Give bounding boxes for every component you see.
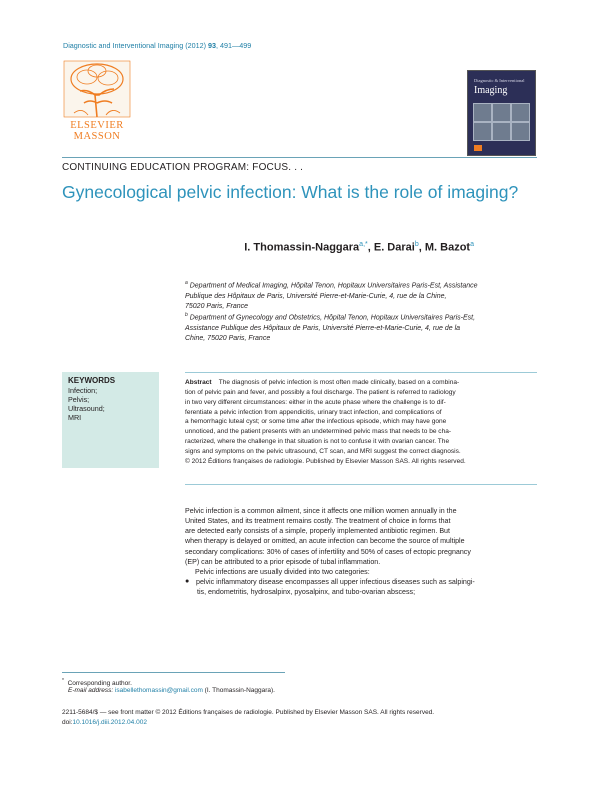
abstract-line: unnoticed, and the patient presents with an undetermined pelvic mass that needs to be cha- [185,428,452,436]
bullet-line: pelvic inflammatory disease encompasses all upper infectious diseases such as salpingi- [196,578,475,586]
author-separator: , [367,241,374,254]
author-name: I. Thomassin-Naggara [244,241,360,254]
doi-line [62,718,147,728]
keyword: Ultrasound; [68,404,105,413]
keyword: MRI [68,413,82,422]
body-line: Pelvic infection is a common ailment, since it affects one million women annually in the [185,507,457,515]
affiliation-line: Department of Gynecology and Obstetrics, Hôpital Tenon, Hopitaux Universitaires Paris-Est, [189,314,476,322]
elsevier-tree-logo-icon [62,59,132,119]
footnote-divider [62,672,285,673]
affiliation-mark: b [185,312,188,318]
author-affiliation-mark[interactable]: a,* [359,241,368,248]
cover-images [473,103,530,141]
body-paragraph [185,506,539,577]
section-kicker: CONTINUING EDUCATION PROGRAM: FOCUS. . . [62,162,304,173]
copyright-line: © 2012 Éditions françaises de radiologie. Published by Elsevier Masson SAS. All rights reserved. [185,457,466,465]
abstract-top-rule [185,372,537,373]
bullet-line: tis, endometritis, hydrosalpinx, pyosalpinx, and tubo-ovarian abscess; [197,588,416,597]
abstract-line: a hemorrhagic luteal cyst; or some time after the infectious episode, which may have gone [185,418,447,426]
abstract-label: Abstract [185,379,212,386]
doi-label: doi: [62,719,73,726]
author-name: M. Bazot [424,241,471,254]
abstract-bottom-rule [185,484,537,485]
bullet-icon: ● [185,577,190,585]
affiliation-line: Chine, 75020 Paris, France [185,335,271,343]
body-line: secondary complications: 30% of cases of infertility and 50% of cases of ectopic pregnancy [185,547,471,556]
logo-line-1: ELSEVIER [70,120,124,131]
email-link[interactable]: isabellethomassin@gmail.com [114,687,203,694]
journal-volume: 93 [208,41,217,50]
cover-image [492,103,511,122]
body-line: are detected early consists of a simple, properly implemented antibiotic regimen. But [185,527,450,536]
affiliation-line: Publique des Hôpitaux de Paris, Université Pierre-et-Marie-Curie, 4, rue de la Chine, [185,292,447,300]
email-label: E-mail address: [68,687,114,694]
journal-name: Diagnostic and Interventional Imaging (2012) [63,41,209,50]
email-owner: (I. Thomassin-Naggara). [202,687,275,694]
journal-pages: , 491—499 [216,41,252,50]
abstract-line: racterized, where the challenge in that situation is not to confuse it with ovarian cancer. The [185,438,450,446]
doi-link[interactable]: 10.1016/j.diii.2012.04.002 [72,719,147,726]
author-separator: , [418,241,425,254]
body-line: when therapy is delayed or omitted, an acute infection can become the source of multiple [185,537,465,546]
journal-citation [63,41,251,50]
author-name: E. Darai [373,241,415,254]
abstract [185,378,537,467]
abstract-line: ferentiate a pelvic infection from appendicitis, urinary tract infection, and complications of [185,408,442,416]
journal-cover-thumbnail [467,70,536,156]
cover-image [473,122,492,141]
cover-image [511,103,530,122]
body-line: (EP) can be attributed to a prior episode of tubal inflammation. [185,557,381,566]
article-title: Gynecological pelvic infection: What is the role of imaging? [62,182,519,202]
footnote-text: Corresponding author. [67,680,132,688]
abstract-line: The diagnosis of pelvic infection is most often made clinically, based on a combina- [218,379,460,386]
keyword: Pelvis; [68,395,90,404]
cover-subtitle: Diagnostic & Interventional [474,78,525,83]
logo-line-2: MASSON [73,131,121,142]
affiliation-line: 75020 Paris, France [185,303,249,311]
cover-badge-icon [474,145,482,151]
cover-title: Imaging [474,85,508,96]
abstract-line: in two very different circumstances: either in the acute phase where the challenge is to dif- [185,398,446,406]
keyword: Infection; [68,386,98,395]
cover-image [492,122,511,141]
body-line: United States, and its treatment remains costly. The treatment of choice in forms that [185,517,451,526]
front-matter-line: 2211-5684/$ — see front matter © 2012 Éditions françaises de radiologie. Published by Elsevier Masson SAS. All rights reserved. [62,709,435,716]
affiliation-a [185,278,545,313]
header-divider [62,157,537,158]
cover-image [473,103,492,122]
abstract-line: tion of pelvic pain and fever, and possibly a foul discharge. The patient is referred to radiology [185,388,456,396]
affiliation-line: Assistance Publique des Hôpitaux de Paris, Université Pierre-et-Marie-Curie, 4, rue de la [185,324,461,332]
affiliation-line: Department of Medical Imaging, Hôpital Tenon, Hopitaux Universitaires Paris-Est, Assistance [189,282,478,290]
cover-image [511,122,530,141]
abstract-line: signs and symptoms on the pelvic ultrasound, CT scan, and MRI suggest the correct diagnosis. [185,447,461,455]
footnote-email [68,686,275,696]
author-list [0,241,474,254]
affiliation-mark: a [185,280,188,286]
elsevier-masson-wordmark [62,120,132,142]
affiliation-b [185,310,545,345]
footnote-star: * [62,678,64,684]
body-line: Pelvic infections are usually divided into two categories: [195,567,370,576]
author-affiliation-mark[interactable]: a [470,241,474,248]
bullet-item [196,577,540,597]
keywords-heading: KEYWORDS [68,376,116,385]
author-affiliation-mark[interactable]: b [414,241,419,248]
